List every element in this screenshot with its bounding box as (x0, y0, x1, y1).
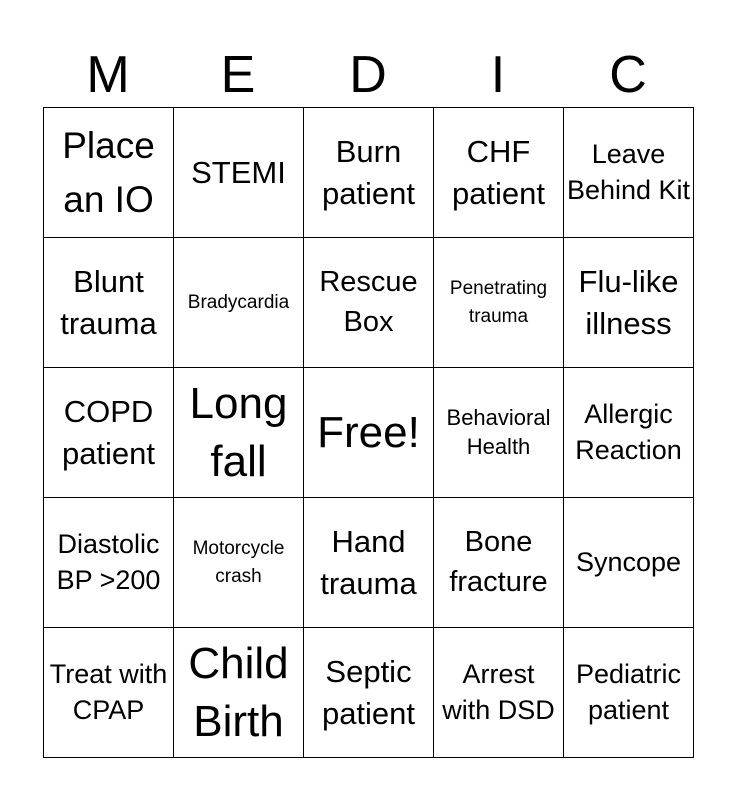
bingo-cell[interactable] (304, 108, 434, 238)
cell-label: Rescue Box (319, 266, 418, 338)
board-row-5 (44, 628, 694, 758)
bingo-cell[interactable] (174, 498, 304, 628)
bingo-cell[interactable] (174, 368, 304, 498)
cell-label: Behavioral Health (446, 404, 551, 459)
cell-label: Allergic Reaction (575, 399, 682, 465)
cell-label: Burn patient (321, 133, 416, 211)
bingo-cell[interactable] (564, 238, 694, 368)
cell-label: Long fall (189, 379, 288, 486)
cell-label: Child Birth (188, 639, 289, 746)
bingo-cell[interactable] (434, 108, 564, 238)
bingo-cell[interactable] (564, 108, 694, 238)
bingo-cell[interactable] (434, 498, 564, 628)
bingo-cell[interactable] (44, 498, 174, 628)
bingo-cell[interactable] (44, 238, 174, 368)
cell-label: Treat with CPAP (49, 659, 168, 725)
bingo-board (43, 107, 694, 758)
cell-label: Pediatric patient (575, 659, 682, 725)
cell-label: Diastolic BP >200 (56, 529, 161, 595)
cell-label: Bone fracture (449, 526, 548, 598)
cell-label: Flu-like illness (578, 263, 679, 341)
bingo-cell[interactable] (44, 368, 174, 498)
cell-label: Blunt trauma (60, 263, 157, 341)
cell-label: Bradycardia (187, 291, 290, 313)
cell-label: STEMI (191, 154, 286, 190)
bingo-cell[interactable] (564, 368, 694, 498)
bingo-cell[interactable] (304, 498, 434, 628)
cell-label: Leave Behind Kit (566, 139, 691, 205)
free-space-label: Free! (317, 407, 420, 457)
bingo-cell[interactable] (434, 238, 564, 368)
header-letter-m: M (86, 46, 130, 104)
bingo-cell[interactable] (434, 368, 564, 498)
cell-label: CHF patient (451, 133, 546, 211)
bingo-cell[interactable] (174, 108, 304, 238)
bingo-cell[interactable] (304, 628, 434, 758)
header-letter-d: D (349, 46, 387, 104)
bingo-cell[interactable] (564, 628, 694, 758)
cell-label: Syncope (575, 546, 682, 577)
bingo-cell[interactable] (44, 108, 174, 238)
cell-label: Place an IO (62, 124, 155, 220)
header-letter-i: I (490, 46, 506, 104)
cell-label: Penetrating trauma (449, 277, 548, 327)
bingo-cell[interactable] (564, 498, 694, 628)
bingo-cell[interactable] (174, 238, 304, 368)
cell-label: Septic patient (321, 653, 416, 731)
board-row-2 (44, 238, 694, 368)
free-space-cell[interactable] (304, 368, 434, 498)
board-row-1 (44, 108, 694, 238)
cell-label: Hand trauma (320, 523, 417, 601)
header-letter-c: C (609, 46, 647, 104)
bingo-cell[interactable] (44, 628, 174, 758)
cell-label: COPD patient (61, 393, 156, 471)
cell-label: Motorcycle crash (192, 537, 285, 587)
cell-label: Arrest with DSD (442, 659, 555, 725)
board-row-3 (44, 368, 694, 498)
board-row-4 (44, 498, 694, 628)
bingo-cell[interactable] (304, 238, 434, 368)
bingo-header (43, 44, 693, 106)
header-letter-e: E (220, 46, 256, 104)
bingo-cell[interactable] (174, 628, 304, 758)
bingo-cell[interactable] (434, 628, 564, 758)
